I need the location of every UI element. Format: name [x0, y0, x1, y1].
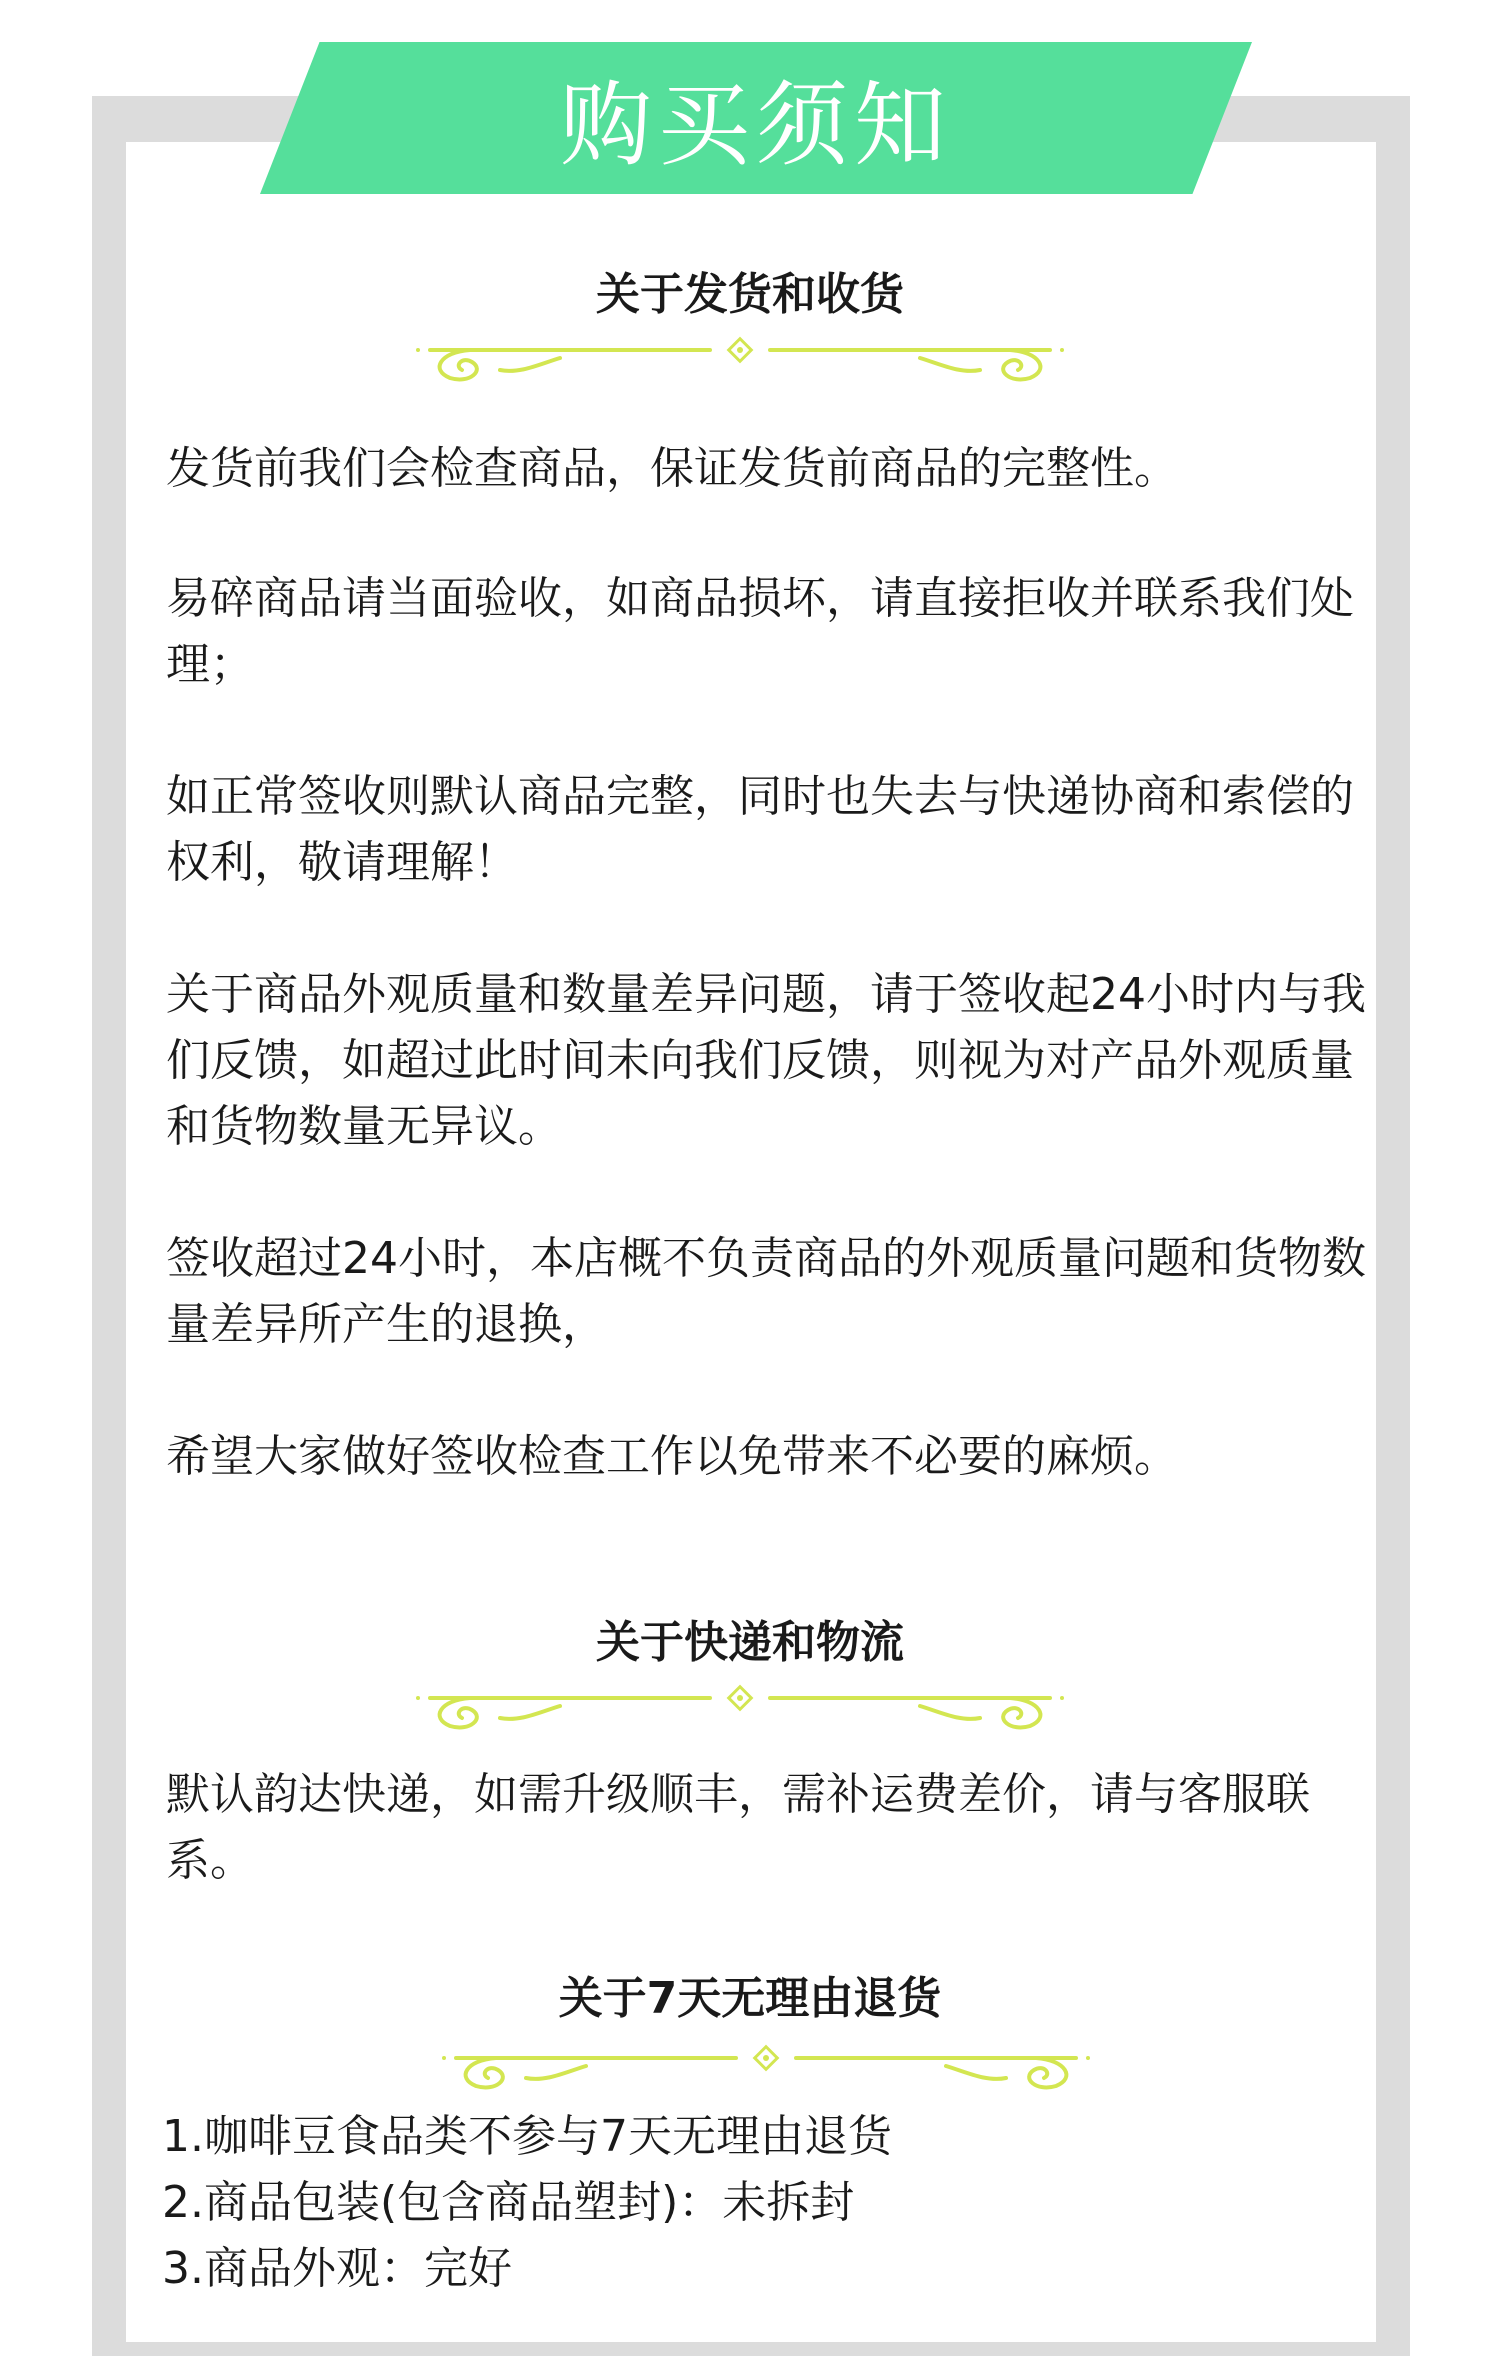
paragraph: 易碎商品请当面验收，如商品损坏，请直接拒收并联系我们处理；: [166, 573, 1354, 690]
list-item: 3.商品外观：完好: [162, 2243, 512, 2294]
paragraph: 关于商品外观质量和数量差异问题，请于签收起24小时内与我们反馈，如超过此时间未向我们反馈，则视为对产品外观质量和货物数量无异议。: [166, 969, 1366, 1152]
section-title-shipping: 关于发货和收货: [596, 269, 904, 320]
paragraph: 签收超过24小时，本店概不负责商品的外观质量问题和货物数量差异所产生的退换，: [166, 1233, 1366, 1350]
section-title-delivery: 关于快递和物流: [596, 1617, 904, 1668]
section-title-returns: 关于7天无理由退货: [558, 1973, 942, 2024]
page-title: 购买须知: [559, 72, 952, 179]
paragraph: 如正常签收则默认商品完整，同时也失去与快递协商和索偿的权利，敬请理解！: [166, 771, 1354, 888]
paragraph: 发货前我们会检查商品，保证发货前商品的完整性。: [166, 443, 1178, 494]
paragraph: 希望大家做好签收检查工作以免带来不必要的麻烦。: [166, 1431, 1178, 1482]
ornament-divider-icon: [410, 330, 1070, 390]
ornament-divider-icon: [410, 1678, 1070, 1738]
list-item: 1.咖啡豆食品类不参与7天无理由退货: [162, 2111, 892, 2162]
list-item: 2.商品包装(包含商品塑封)：未拆封: [162, 2177, 855, 2228]
ornament-divider-icon: [436, 2038, 1096, 2098]
paragraph: 默认韵达快递，如需升级顺丰，需补运费差价，请与客服联系。: [166, 1769, 1310, 1886]
